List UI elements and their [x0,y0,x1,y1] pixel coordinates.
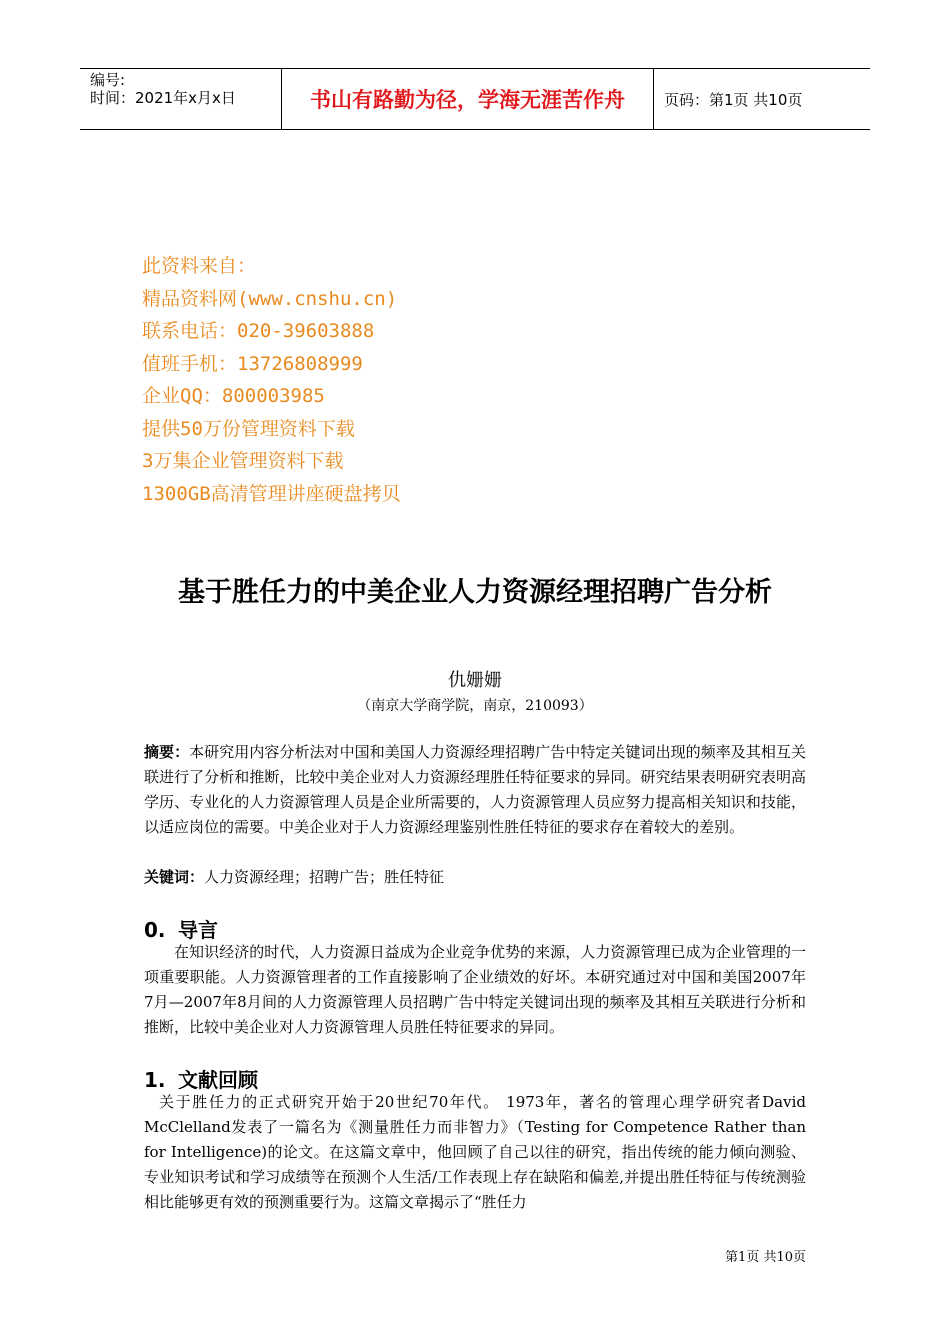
keywords-text: 人力资源经理；招聘广告；胜任特征 [204,868,445,886]
section-title: 文献回顾 [178,1068,258,1092]
keywords-paragraph [144,865,806,890]
header-meta [80,69,282,129]
source-line: 企业QQ：800003985 [142,385,325,407]
section-number: 0. [144,918,166,942]
keywords-label: 关键词： [144,868,205,886]
source-line: 联系电话：020-39603888 [142,320,375,342]
document-time-label: 时间：2021年x月x日 [90,89,236,107]
abstract-label: 摘要： [144,743,190,761]
source-line: 值班手机：13726808999 [142,352,363,375]
abstract-text: 本研究用内容分析法对中国和美国人力资源经理招聘广告中特定关键词出现的频率及其相互关联进行了分析和推断，比较中美企业对人力资源经理胜任特征要求的异同。研究结果表明研究表明高学历、专业化的人力资源管理人员是企业所需要的，人力资源管理人员应努力提高相关知识和技能，以适应岗位的需要。中美企业对于人力资源经理鉴别性胜任特征的要求存在着较大的差别。 [144,743,806,836]
article-title: 基于胜任力的中美企业人力资源经理招聘广告分析 [178,577,772,608]
section-number: 1. [144,1068,166,1092]
page-footer: 第1页 共10页 [725,1250,806,1265]
header-motto: 书山有路勤为径，学海无涯苦作舟 [282,69,654,129]
introduction-paragraph: 在知识经济的时代，人力资源日益成为企业竞争优势的来源，人力资源管理已成为企业管理的一项重要职能。人力资源管理者的工作直接影响了企业绩效的好坏。本研究通过对中国和美国2007年7月—2007年8月间的人力资源管理人员招聘广告中特定关键词出现的频率及其相互关联进行分析和推断，比较中美企业对人力资源管理人员胜任特征要求的异同。 [144,943,806,1036]
source-line: 精品资料网(www.cnshu.cn) [142,287,398,310]
section-heading-literature-review [144,1064,258,1093]
document-number-label: 编号: [90,71,126,89]
source-line: 提供50万份管理资料下载 [142,417,355,440]
page-header [80,68,870,130]
section-title: 导言 [178,918,218,942]
abstract-paragraph [144,740,806,840]
source-info-block [142,250,401,510]
header-page-number: 页码：第1页 共10页 [664,90,803,109]
source-line: 3万集企业管理资料下载 [142,450,344,472]
source-line: 此资料来自： [142,255,257,277]
section-heading-introduction [144,914,218,943]
article-affiliation: （南京大学商学院，南京，210093） [357,698,593,714]
article-author: 仇姗姗 [448,670,502,691]
literature-review-paragraph: 关于胜任力的正式研究开始于20世纪70年代。 1973年，著名的管理心理学研究者David McClelland发表了一篇名为《测量胜任力而非智力》（Testing for Competence Rather than for Intelligence)的论文。在这篇文章中，他回顾了自己以往的研究，指出传统的能力倾向测验、专业知识考试和学习成绩等在预测个人生活/工作表现上存在缺陷和偏差,并提出胜任特征与传统测验相比能够更有效的预测重要行为。这篇文章揭示了“胜任力 [144,1093,806,1211]
source-line: 1300GB高清管理讲座硬盘拷贝 [142,482,401,505]
